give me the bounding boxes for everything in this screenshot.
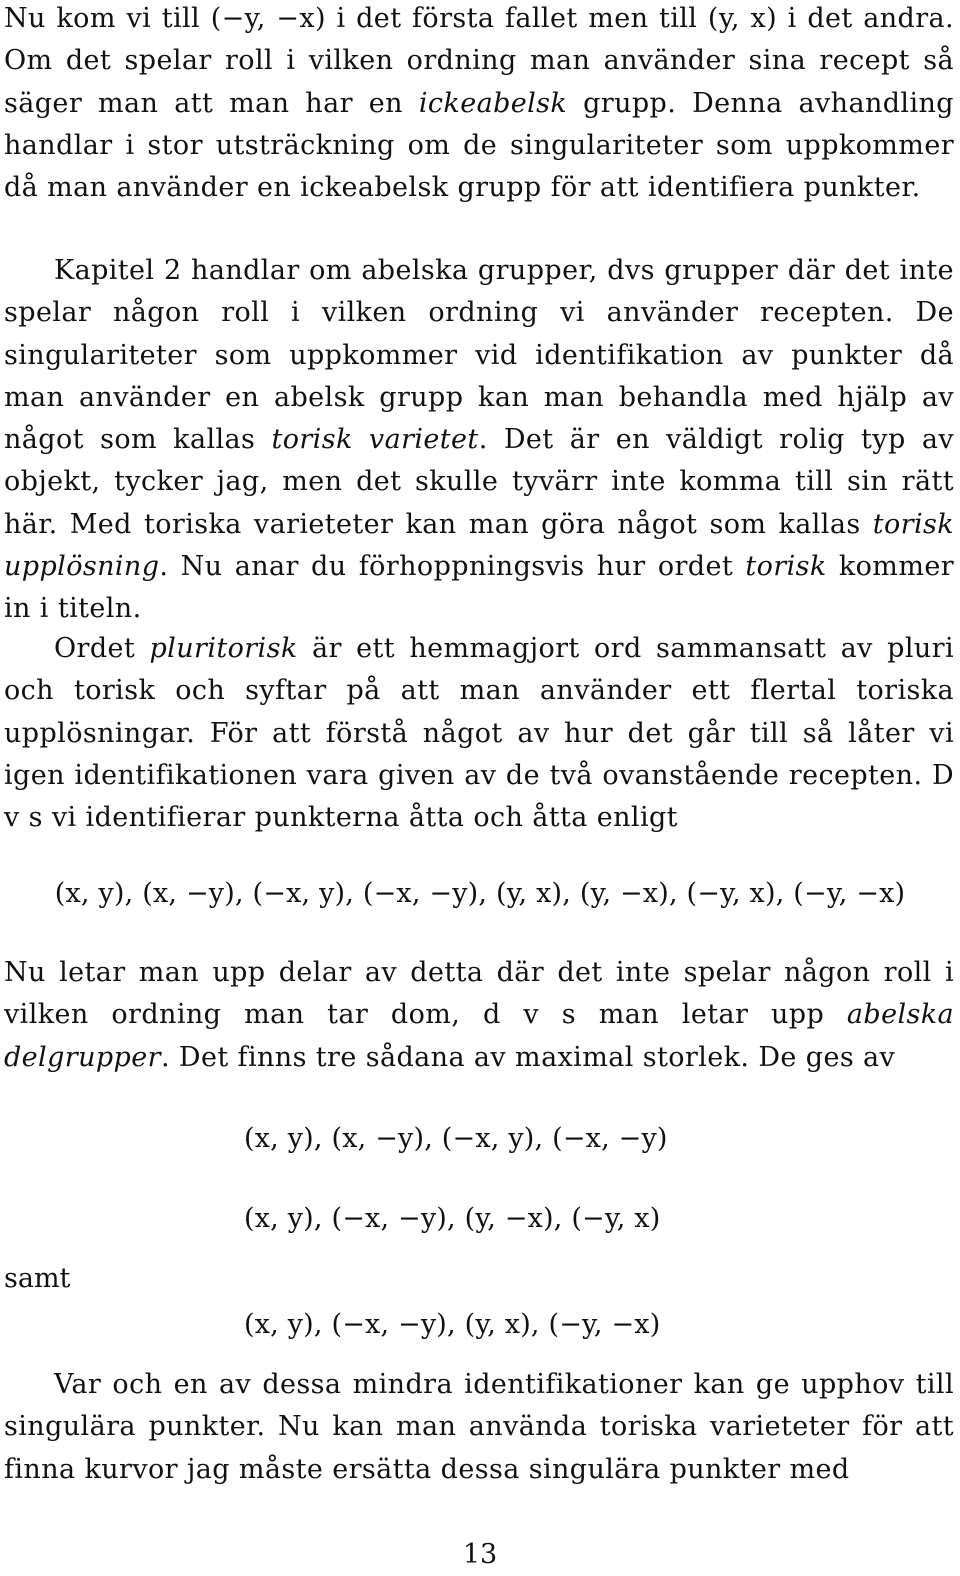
italic-term: pluritorisk <box>149 633 298 664</box>
paragraph-kapitel-2 <box>4 250 954 631</box>
italic-term: torisk varietet <box>271 424 479 456</box>
text-segment: är ett hemmagjort ord sammansatt av pluri och torisk och syftar på att man använder ett flertal toriska upplösningar. För att förstå något av hur det går till så låter vi igen identifikationen vara given av de två ovanstående recepten. D v s vi identifierar punkterna åtta och åtta enligt <box>4 633 954 834</box>
text-segment: Nu letar man upp delar av detta där det inte spelar någon roll i vilken ordning man tar dom, d v s man letar upp <box>4 957 954 1031</box>
text-segment: . Det är en väldigt rolig typ av objekt, tycker jag, men det skulle tyvärr inte komma till sin rätt här. Med toriska varieteter kan man göra något som kallas <box>4 424 954 540</box>
italic-term: abelska delgrupper <box>4 999 954 1073</box>
paragraph-singulara-punkter <box>4 1364 954 1491</box>
paragraph-abelska-delgrupper <box>4 952 954 1079</box>
text-segment: . Nu anar du förhoppningsvis hur ordet <box>159 551 746 583</box>
samt-label: samt <box>4 1263 71 1294</box>
text-segment: grupp. Denna avhandling handlar i stor utsträckning om de singulariteter som uppkommer då man använder en ickeabelsk grupp för att identifiera punkter. <box>4 87 954 204</box>
equation-eight-points: (x, y), (x, −y), (−x, y), (−x, −y), (y, x), (y, −x), (−y, x), (−y, −x) <box>54 878 906 909</box>
paragraph-intro <box>4 0 954 209</box>
text-segment: kommer in i titeln. <box>4 551 955 625</box>
equation-subgroup-2: (x, y), (−x, −y), (y, −x), (−y, x) <box>244 1203 661 1234</box>
text-segment: Kapitel 2 handlar om abelska grupper, dvs grupper där det inte spelar någon roll i vilken ordning vi använder recepten. De singulariteter som uppkommer vid identifikation av punkter då man använder en abelsk grupp kan man behandla med hjälp av något som kallas <box>4 255 954 456</box>
paragraph-pluritorisk <box>4 628 954 839</box>
italic-term: torisk upplösning <box>4 508 954 583</box>
italic-term: torisk <box>745 551 827 583</box>
text-segment: Var och en av dessa mindra identifikationer kan ge upphov till singulära punkter. Nu kan man använda toriska varieteter för att finna kurvor jag måste ersätta dessa singulära punkter med <box>4 1369 954 1485</box>
text-segment: Ordet <box>54 633 150 664</box>
equation-subgroup-1: (x, y), (x, −y), (−x, y), (−x, −y) <box>244 1123 668 1154</box>
equation-subgroup-3: (x, y), (−x, −y), (y, x), (−y, −x) <box>244 1309 661 1340</box>
italic-term: ickeabelsk <box>418 87 568 119</box>
text-segment: Nu kom vi till (−y, −x) i det första fallet men till (y, x) i det andra. Om det spelar roll i vilken ordning man använder sina recept så säger man att man har en <box>4 3 954 119</box>
text-segment: . Det finns tre sådana av maximal storlek. De ges av <box>160 1041 896 1073</box>
page-number: 13 <box>462 1539 498 1570</box>
